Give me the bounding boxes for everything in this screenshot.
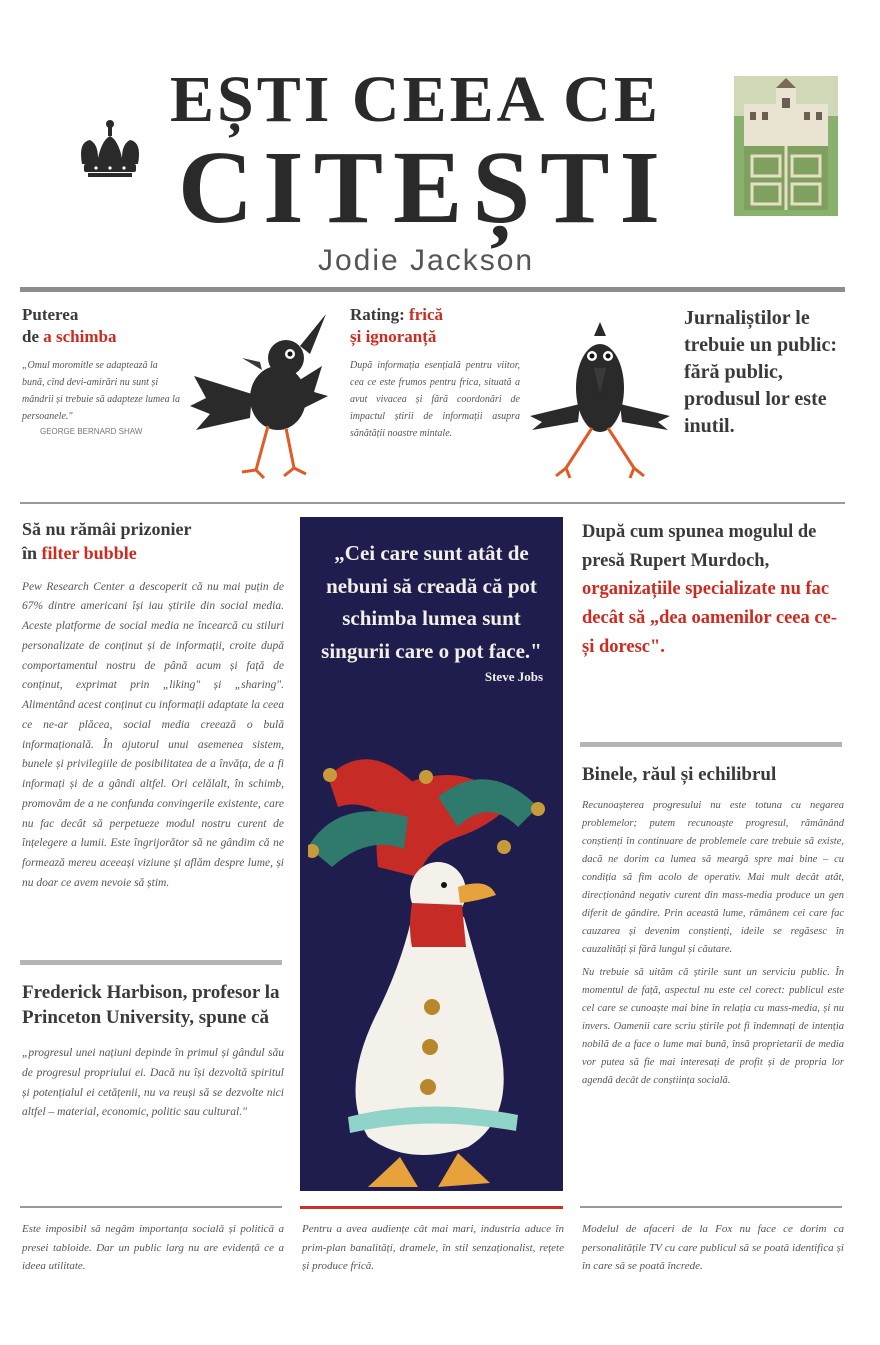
footer-rule-center [300,1206,563,1209]
left-heading-line1: Să nu rămâi prizonier [22,519,192,539]
quote-poster [300,517,563,1191]
title-line1: EȘTI CEEA CE [170,63,661,136]
right-col-2 [582,762,844,1090]
left-body: Pew Research Center a descoperit că nu mai puțin de 67% dintre americani își iau știrile din social media. Aceste platforme de social media ne încearcă cu stiluri personalizate de conținut și de informații, croite după comportamentul nostru de până acum și față de conținut, exprimat prin „liking" și „sharing". Alimentând acest conținut cu informații adaptate la ceea ce ne-ar plăcea, social media creează o bulă informațională. În ajutorul unui asemenea sistem, bunele și privilegiile de posibilitatea de a învăța, de a fi informați și de a gândi altfel. Ori celălalt, în schimb, promovăm de a ne confunda convingerile existente, care nu fac decât să perpetueze modul nostru curent de înțelegere a lumii. Este îngrijorător să ne gândim că ne formează mereu aceeași viziune și aflăm despre lume, și nu doar ce avem nevoie să știm. [22,580,284,889]
right-body: Recunoașterea progresului nu este totuna cu negarea problemelor; putem recunoaște progresul, rămânând conștienți în continuare de problemele care trebuie să existe, dacă ne dorim ca lumea să meargă spre mai bine – cu condiția să fim acolo de operativ. Mai mult decât atât, direcționând negativ curent din mass-media produce un gen diferit de gândire. Prin această lume, rămânem cei care fac cauzarea și devenim conștienți, ideile se regăsesc în cauzalități și fără lungul și căutare. [582,800,844,956]
col1-heading: Puterea [22,305,79,324]
left-heading-red: filter bubble [41,542,137,563]
crown-icon [74,118,146,182]
castle-illustration [734,76,838,216]
poster-quote: „Cei care sunt atât de nebuni să creadă că pot schimba lumea sunt singurii care o pot face." [321,541,542,663]
col1-heading-line2: de [22,327,44,347]
col1-source: GEORGE BERNARD SHAW [40,426,143,436]
footer-left: Este imposibil să negăm importanța socială și politică a presei tabloide. Dar un public larg nu are evidență ce a ideea utilitate. [22,1223,284,1273]
left-col [22,518,284,894]
crow-illustration-2 [530,318,670,488]
header-rule [20,287,845,292]
right-body2: Nu trebuie să uităm că știrile sunt un serviciu public. În momentul de față, aspectul nu este cel corect: publicul este cel care se cunoaște mai bine în relația cu mass-media, și nu invers. Oamenii care scriu știrile pot fi îndemnați de intenția nobilă de a face o lume mai bună, însă proprietarii de media vor putea să fie mai interesați de profit și de propria lor agendă decât de conștiința socială. [582,966,844,1086]
title-line2: CITEȘTI [178,130,670,245]
right-heading: După cum spunea mogulul de presă Rupert Murdoch, [582,522,817,571]
col2-text: După informația esențială pentru viitor, cea ce este frumos pentru frica, situată a avut vivacea și fără coordonări de impactul știrii de informații asupra sănătății noastre mintale. [350,359,520,439]
right-heading-red: organizațiile specializate nu fac decât să „dea oamenilor ceea ce-și doresc". [582,579,837,657]
footer-rule-left [20,1206,282,1208]
left-col-2 [22,980,284,1123]
col2-heading-red1: frică [409,305,444,324]
poster-quote-author: Steve Jobs [484,669,543,685]
right-heading2: Binele, răul și echilibrul [582,764,777,785]
jester-duck-illustration [308,717,558,1187]
top-row-rule [20,502,845,504]
col3-heading: Jurnaliștilor le trebuie un public: fără public, produsul lor este inutil. [684,307,837,437]
footer-rule-right [580,1206,842,1208]
col1-heading-red: a schimba [43,327,117,347]
left-quote2: „progresul unei națiuni depinde în primul și gândul său de progresul propriului ei. Dacă nu își dezvoltă spiritul și potențialul ei cetățenii, nu va reuși să se dezvolte nici altfel – material, economic, politic sau cultural." [22,1047,284,1119]
col1-quote: „Omul moromitle se adaptează la bună, cînd devi-amirări nu sunt și mândrii și trebuie să adapteze lumea la persoanele." [22,359,180,422]
left-heading2: Frederick Harbison, profesor la Princeton University, spune că [22,982,280,1029]
col2-heading-red2: și ignoranță [350,327,437,347]
col2-heading: Rating: [350,305,410,324]
left-mid-rule [20,960,282,965]
top-col2 [350,304,520,442]
footer-center: Pentru a avea audiențe cât mai mari, industria aduce în prim-plan banalități, dramele, în stil senzaționalist, rețete și produce frică. [302,1223,564,1273]
left-heading-line2: în [22,542,42,563]
footer-right: Modelul de afaceri de la Fox nu face ce dorim ca personalitățile TV cu care publicul să se poată identifica și în care să se poată încrede. [582,1223,844,1273]
crow-illustration [190,306,330,486]
author-name: Jodie Jackson [318,244,535,277]
right-col [582,518,844,661]
right-mid-rule [580,742,842,747]
top-col1 [22,304,182,436]
